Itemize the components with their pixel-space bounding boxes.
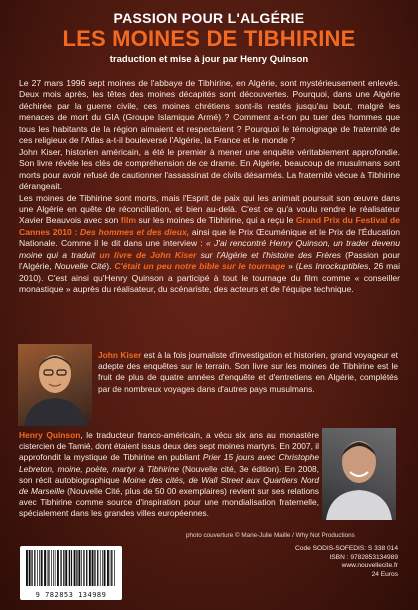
henry-quinson-bio: Henry Quinson, le traducteur franco-américain, a vécu six ans au monastère cistercien de Tamié, dont étaient issus deux des sept moines martyrs. En 2007, il approfondit la mystique de Tibhirine en publiant Prier 15 jours avec Christophe Lebreton, moine, poète, martyr à Tibhirine (Nouvelle cité, 3e édition). En 2008, son récit autobiographique Moine des cités, de Wall Street aux Quartiers Nord de Marseille (Nouvelle Cité, plus de 50 00 exemplaires) revient sur ses relations avec Tibhirine comme source d'inspiration pour une mondialisation fraternelle, spécialement dans les grandes villes européennes. [19, 430, 319, 519]
distribution-code: Code SODIS-SOFEDIS: S 338 014 [295, 545, 398, 552]
price: 24 Euros [371, 570, 398, 578]
synopsis-paragraph-3: Les moines de Tibhirine sont morts, mais l'Esprit de paix qui les animait poursuit son œuvre dans une Algérie en quête de réconciliation, et bien au-delà. C'est ce qu'a voulu rendre le réalisateur Xavier Beauvois avec son film sur les moines de Tibhirine, qui a reçu le Grand Prix du Festival de Cannes 2010 : Des hommes et des dieux, ainsi que le Prix Œcuménique et le Prix de l'Éducation Nationale. Comme il le dit dans une interview : « J'ai rencontré Henry Quinson, un trader devenu moine qui a traduit un livre de John Kiser sur l'Algérie et l'histoire des Frères (Passion pour l'Algérie, Nouvelle Cité). C'était un peu notre bible sur le tournage » (Les Inrockuptibles, 26 mai 2010). C'est ainsi qu'Henry Quinson a participé à tout le tournage du film comme « conseiller monastique » auprès du réalisateur, du scénariste, des acteurs et de l'équipe technique. [19, 192, 401, 295]
isbn: ISBN : 9782853134989 [329, 553, 398, 561]
book-title: LES MOINES DE TIBHIRINE [62, 26, 356, 51]
photo-credit: photo couverture © Marie-Julie Maille / Why Not Productions [186, 532, 355, 539]
henry-quinson-photo [322, 428, 396, 520]
cannes-prize: Grand Prix du Festival de Cannes 2010 : [19, 215, 400, 237]
john-kiser-bio: John Kiser est à la fois journaliste d'investigation et historien, grand voyageur et adepte des enquêtes sur le terrain. Son livre sur les moines de Tibhirine est le fruit de plus de quatre années d'enquête et d'entretiens en Algérie, complétés par de nombreux voyages dans d'autres pays musulmans. [98, 350, 398, 394]
portrait-icon [322, 428, 396, 520]
barcode-icon [20, 546, 122, 590]
synopsis-paragraph-2: John Kiser, historien américain, a été le premier à mener une enquête véritablement approfondie. Son livre révèle les clés de compréhension de ce drame. En Algérie, beaucoup de musulmans sont morts pour avoir refusé de cautionner l'assassinat de civils désarmés. La fraternité vécue à Tibhirine dérangeait. [19, 146, 400, 192]
synopsis [19, 78, 400, 296]
film-link: film [120, 215, 137, 226]
barcode-digits: 9 782853 134989 [35, 591, 107, 599]
portrait-icon [18, 344, 92, 426]
publisher-info [295, 545, 398, 579]
synopsis-paragraph-1: Le 27 mars 1996 sept moines de l'abbaye de Tibhirine, en Algérie, sont mystérieusement enlevés. Deux mois après, les têtes des moines décapités sont découvertes. Pourquoi, dans une Algérie déchirée par la guerre civile, ces moines chrétiens sont-ils restés jusqu'au bout, malgré les menaces de mort du GIA (Groupe Islamique Armé) ? Comment a-t-on pu tuer des hommes que tous les habitants de la région aimaient et respectaient ? Pourquoi le témoignage de fraternité de ces religieux de l'Atlas a-t-il bouleversé l'Algérie, la France et le monde ? [19, 78, 400, 146]
publisher-website: www.nouvellecite.fr [341, 562, 398, 570]
translator-name: Henry Quinson [19, 430, 81, 440]
translation-credit: traduction et mise à jour par Henry Quinson [109, 54, 309, 65]
book-kicker: PASSION POUR L'ALGÉRIE [113, 10, 305, 26]
bible-quote: C'était un peu notre bible sur le tournage [114, 261, 286, 272]
film-title: Des hommes et des dieux, [80, 226, 190, 237]
john-kiser-photo [18, 344, 92, 426]
cover-header [0, 0, 418, 65]
isbn-barcode [20, 546, 122, 600]
author-name: John Kiser [98, 350, 142, 360]
book-reference: un livre de John Kiser [99, 249, 197, 260]
